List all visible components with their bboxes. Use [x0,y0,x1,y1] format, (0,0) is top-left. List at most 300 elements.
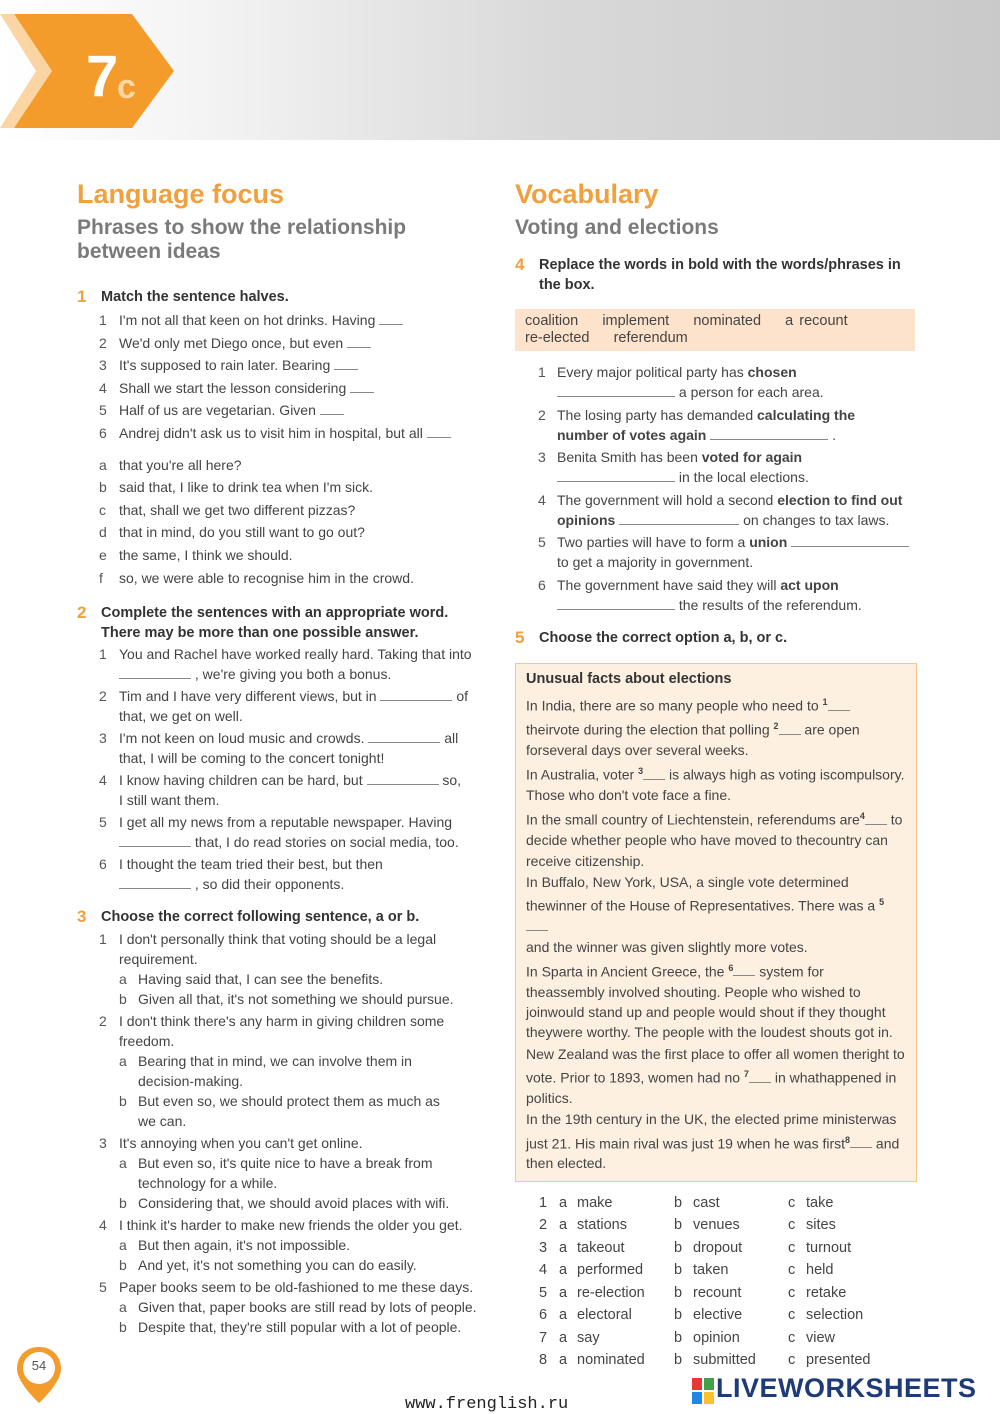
facts-body [526,692,906,1174]
item-line-1 [119,644,487,664]
option-text: Having said that, I can see the benefits. [138,971,384,988]
match-item [77,400,487,423]
fact-text: and then elected. [526,1135,900,1172]
option-number: 6 [539,1307,548,1324]
option-letter: b [674,1307,683,1324]
match-option [77,455,487,478]
gap-number: 1 [822,696,828,707]
option-text: Bearing that in mind, we can involve them in [138,1053,412,1070]
option-row [515,1217,917,1240]
option-letter: c [788,1352,796,1369]
exercise-3-instruction: 3 Choose the correct following sentence, a or b. [77,907,420,927]
choice-option-a[interactable] [119,1051,487,1091]
item-text: The government will hold a second [557,491,778,508]
choice-item [77,1277,487,1337]
fact-text: country can receive citizenship. [526,832,888,869]
option-row [515,1262,917,1285]
option-a[interactable]: stations [577,1217,627,1234]
fact-paragraph [526,761,906,805]
option-c[interactable]: retake [806,1284,847,1301]
option-text: the same, I think we should. [119,546,293,563]
option-row [515,1240,917,1263]
fact-text: In the small country of Liechtenstein, referendums are [526,812,860,829]
option-letter: a [559,1194,568,1211]
option-letter: a [99,456,107,473]
item-text: The government have said they will [557,576,781,593]
item-text: It's supposed to rain later. Bearing [119,357,331,374]
option-row [515,1307,917,1330]
option-letter: b [119,1257,127,1274]
option-letter: b [99,479,107,496]
option-row [515,1285,917,1308]
item-number: 4 [99,1217,107,1234]
option-c[interactable]: sites [806,1217,836,1234]
answer-blank[interactable] [334,358,358,370]
item-number: 3 [99,357,107,374]
fact-text: compulsory. Those who don't vote face a fine. [526,766,905,804]
item-number: 4 [538,491,546,508]
option-a[interactable]: performed [577,1262,644,1279]
unit-number: 7 [86,44,119,109]
item-text: that, I do read stories on social media, too. [191,834,459,851]
gap-number: 7 [743,1068,749,1079]
exercise-5-instruction: 5 Choose the correct option a, b, or c. [515,627,788,647]
item-line-1 [119,728,487,748]
option-text: But even so, it's quite nice to have a break from [138,1155,433,1172]
item-text: Two parties will have to form a [557,534,750,551]
answer-blank[interactable] [733,964,755,976]
item-line-1 [557,575,917,595]
option-c[interactable]: held [806,1262,834,1279]
fact-paragraph [526,1044,906,1109]
answer-blank[interactable] [367,773,439,785]
fact-paragraph [526,872,906,957]
item-text: so, [438,772,462,789]
option-number: 4 [539,1262,548,1279]
option-a[interactable]: say [577,1329,600,1346]
item-text: of [452,688,469,705]
option-b[interactable]: elective [693,1307,743,1324]
option-letter: a [559,1262,568,1279]
option-b[interactable]: recount [693,1284,742,1301]
replace-item [515,532,917,572]
completion-item [77,686,487,726]
gap-number: 8 [845,1134,851,1145]
item-text: I get all my news from a reputable newspaper. Having [119,814,453,831]
option-letter: b [674,1352,683,1369]
match-item [77,355,487,378]
item-number: 4 [99,772,107,789]
option-letter: a [119,1155,127,1172]
item-line-2: that, I will be coming to the concert tonight! [119,750,385,767]
fact-text: and the winner was given slightly more votes. [526,938,808,955]
option-letter: e [99,546,107,563]
exercise-2-instruction: 2 Complete the sentences with an appropriate word. There may be more than one possible answer. [77,603,449,642]
item-number: 2 [99,334,107,351]
item-text: Benita Smith has been [557,449,702,466]
item-number: 4 [99,379,107,396]
question-text: requirement. [119,951,198,968]
option-letter: b [119,991,127,1008]
option-letter: a [559,1307,568,1324]
option-number: 7 [539,1329,548,1346]
option-letter: c [788,1194,796,1211]
answer-blank[interactable] [380,689,452,701]
item-number: 5 [538,534,546,551]
language-focus-column [77,178,487,1339]
option-letter: c [99,501,106,518]
option-number: 5 [539,1284,548,1301]
option-letter: b [119,1319,127,1336]
gap-number: 3 [638,766,644,777]
answer-blank[interactable] [643,768,665,780]
option-letter: c [788,1262,796,1279]
item-line-2 [557,382,917,402]
choice-option-b[interactable] [119,1091,487,1131]
completion-item [77,812,487,852]
answer-blank[interactable] [526,919,548,931]
option-text: Given all that, it's not something we should pursue. [138,991,454,1008]
item-text: Every major political party has [557,364,748,380]
answer-blank[interactable] [749,1071,771,1083]
replace-item [515,490,917,530]
exercise-1-options [77,455,487,591]
item-number: 1 [538,364,546,380]
item-text: all [440,730,459,747]
exercise-5-options [515,1195,917,1375]
option-letter: b [674,1239,683,1256]
fact-text: right to vote. Prior to 1893, women had no [526,1045,905,1086]
choice-item [77,1011,487,1131]
answer-blank[interactable] [791,535,909,547]
item-text: I know having children can be hard, but [119,772,367,789]
liveworksheets-brand: LIVEWORKSHEETS [716,1373,977,1403]
item-text: Half of us are vegetarian. Given [119,402,316,419]
item-line-1 [557,532,917,552]
fact-text: is always high as voting is [665,766,831,783]
exercise-1-instruction: 1 Match the sentence halves. [77,287,289,306]
item-text: You and Rachel have worked really hard. Taking that into [119,646,472,663]
match-item [77,310,487,333]
item-text: We'd only met Diego once, but even [119,334,344,351]
choice-item [77,1215,487,1275]
completion-item [77,854,487,894]
question-text: I don't personally think that voting should be a legal [119,931,437,948]
vocabulary-column [515,178,917,1375]
option-letter: a [559,1329,568,1346]
fact-text: happened in politics. [526,1069,897,1106]
item-line-2 [557,552,917,572]
choice-option-a[interactable] [119,1297,487,1317]
option-c[interactable]: view [806,1329,836,1346]
item-line-2 [557,510,917,530]
option-text: we can. [138,1113,187,1130]
answer-blank[interactable] [119,835,191,847]
option-c[interactable]: presented [806,1352,871,1369]
item-line-1 [119,770,487,790]
item-line-2 [557,467,917,487]
answer-blank[interactable] [347,336,371,348]
item-text: , we're giving you both a bonus. [191,666,392,683]
option-letter: b [119,1093,127,1110]
answer-blank[interactable] [427,426,451,438]
item-text: , so did their opponents. [191,876,345,893]
answer-blank[interactable] [619,513,739,525]
fact-text: In the 19th century in the UK, the elected prime minister [526,1111,872,1128]
item-text: I thought the team tried their best, but then [119,856,383,873]
bold-phrase: number of votes again [557,426,711,443]
item-line-2: that, we get on well. [119,708,243,725]
option-b[interactable]: submitted [693,1352,756,1369]
match-item [77,378,487,401]
item-number: 6 [99,424,107,441]
option-number: 2 [539,1217,548,1234]
answer-blank[interactable] [320,403,344,415]
option-b[interactable]: venues [693,1217,740,1234]
option-text: that in mind, do you still want to go out? [119,524,365,541]
fact-text: their [526,721,554,738]
option-text: But even so, we should protect them as much as [138,1093,440,1110]
gap-number: 4 [859,811,865,822]
bold-phrase: opinions [557,511,620,528]
option-text: technology for a while. [138,1175,278,1192]
option-letter: c [788,1239,796,1256]
option-b[interactable]: cast [693,1194,720,1211]
fact-text: was just 21. His main rival was just 19 when he was first [526,1111,897,1152]
item-number: 1 [99,931,107,948]
choice-item [77,929,487,1009]
option-c[interactable]: turnout [806,1239,852,1256]
fact-text: In Australia, voter [526,766,639,783]
completion-item [77,770,487,810]
item-line-1 [557,362,917,382]
fact-text: assembly involved shouting. People who wished to join [526,983,861,1021]
option-number: 3 [539,1239,548,1256]
item-text: Tim and I have very different views, but in [119,688,381,705]
option-text: said that, I like to drink tea when I'm sick. [119,479,374,496]
exercise-3-items [77,929,487,1337]
bold-phrase: calculating the [757,406,856,423]
option-text: Despite that, they're still popular with a lot of people. [138,1319,462,1336]
item-line-2 [557,595,917,615]
gap-number: 5 [879,897,885,908]
page-marker-icon [14,1345,64,1405]
item-number: 2 [538,406,546,423]
option-a[interactable]: re-election [577,1284,645,1301]
choice-option-a[interactable] [119,969,487,989]
question-text: Paper books seem to be old-fashioned to me these days. [119,1279,474,1296]
question-text: It's annoying when you can't get online. [119,1135,363,1152]
fact-text: In Sparta in Ancient Greece, the [526,963,729,980]
question-text: I think it's harder to make new friends the older you get. [119,1217,463,1234]
option-text: decision-making. [138,1073,244,1090]
item-line-1 [119,854,487,874]
option-row [515,1330,917,1353]
option-number: 1 [539,1194,548,1211]
answer-blank[interactable] [368,731,440,743]
item-number: 3 [99,1135,107,1152]
match-option [77,545,487,568]
answer-blank[interactable] [850,1136,872,1148]
option-row [515,1195,917,1218]
word-box: coalition implement nominated a recount re-elected referendum [515,309,915,351]
item-text: a person for each area. [675,384,824,400]
option-letter: a [119,1237,127,1254]
item-text: the results of the referendum. [675,596,862,613]
unit-badge [0,12,180,130]
item-line-2 [119,832,487,852]
answer-blank[interactable] [557,385,675,397]
option-a[interactable]: takeout [577,1239,625,1256]
facts-title: Unusual facts about elections [526,670,732,687]
question-text: I don't think there's any harm in giving children some [119,1013,445,1030]
exercise-4-instruction: 4 Replace the words in bold with the words/phrases in the box. [515,255,901,293]
item-line-1 [557,447,917,467]
answer-blank[interactable] [828,699,850,711]
choice-option-b[interactable] [119,1193,487,1213]
replace-item [515,447,917,487]
answer-blank[interactable] [557,598,675,610]
item-line-2 [119,874,487,894]
item-text: on changes to tax laws. [739,511,890,528]
facts-box [515,663,917,1182]
choice-option-b[interactable] [119,989,487,1009]
answer-blank[interactable] [119,667,191,679]
match-item [77,423,487,446]
exercise-4-items [515,362,917,615]
item-number: 5 [99,1279,107,1296]
item-number: 1 [99,312,107,328]
fact-text: were worthy. The people with the loudest shouts got in. [552,1024,893,1041]
option-row [515,1352,917,1375]
option-letter: c [788,1217,796,1234]
item-number: 1 [99,646,107,663]
option-letter: f [99,569,103,586]
item-number: 5 [99,814,107,831]
option-text: that you're all here? [119,456,242,473]
option-text: Considering that, we should avoid places with wifi. [138,1195,450,1212]
liveworksheets-logo-icon [692,1376,716,1406]
item-line-2: I still want them. [119,792,220,809]
answer-blank[interactable] [557,470,675,482]
fact-text: several days over several weeks. [542,741,749,758]
exercise-2-items [77,644,487,894]
item-text: . [828,426,837,443]
fact-text: would stand up and people would shout if they thought they [526,1004,886,1041]
option-number: 8 [539,1352,548,1369]
option-b[interactable]: opinion [693,1329,740,1346]
option-letter: a [119,971,127,988]
replace-item [515,575,917,615]
item-text: Shall we start the lesson considering [119,379,347,396]
replace-item [515,362,917,402]
gap-number: 2 [773,720,779,731]
option-a[interactable]: electoral [577,1307,632,1324]
option-letter: a [559,1217,568,1234]
answer-blank[interactable] [119,877,191,889]
answer-blank[interactable] [350,381,374,393]
completion-item [77,644,487,684]
fact-text: In India, there are so many people who need to [526,697,823,714]
fact-text: system for the [526,963,824,1000]
vocabulary-title: Vocabulary [515,179,659,209]
option-b[interactable]: taken [693,1262,729,1279]
item-line-1 [119,812,487,832]
item-number: 2 [99,1013,107,1030]
option-b[interactable]: dropout [693,1239,743,1256]
item-text: in the local elections. [675,469,809,486]
answer-blank[interactable] [710,428,828,440]
section-title: Language focus [77,179,285,209]
choice-option-b[interactable] [119,1317,487,1337]
option-letter: b [674,1194,683,1211]
item-line-1 [557,405,917,425]
choice-option-b[interactable] [119,1255,487,1275]
option-text: that, shall we get two different pizzas? [119,501,356,518]
item-line-2 [557,425,917,445]
option-a[interactable]: make [577,1194,613,1211]
option-a[interactable]: nominated [577,1352,645,1369]
option-letter: c [788,1307,796,1324]
option-letter: b [674,1329,683,1346]
option-c[interactable]: take [806,1194,834,1211]
choice-option-a[interactable] [119,1153,487,1193]
match-option [77,477,487,500]
match-option [77,568,487,591]
item-number: 6 [538,576,546,593]
option-letter: a [119,1053,127,1070]
page-number: 54 [31,1358,47,1373]
item-text: Andrej didn't ask us to visit him in hospital, but all [119,424,423,441]
answer-blank[interactable] [379,313,403,325]
option-letter: a [559,1239,568,1256]
fact-paragraph [526,958,906,1043]
exercise-1-items [77,310,487,446]
bold-phrase: election to find out [777,491,903,508]
choice-option-a[interactable] [119,1235,487,1255]
unit-letter: c [117,68,136,106]
option-letter: b [674,1262,683,1279]
fact-text: vote during the election that polling [553,721,774,738]
item-text: The losing party has demanded [557,406,758,423]
match-option [77,500,487,523]
item-number: 6 [99,856,107,873]
option-letter: a [119,1299,127,1316]
item-number: 5 [99,402,107,419]
item-line-1 [557,490,917,510]
option-letter: c [788,1329,796,1346]
option-letter: c [788,1284,796,1301]
fact-paragraph [526,806,906,871]
fact-text: in what [770,1069,820,1086]
answer-blank[interactable] [779,723,801,735]
option-letter: d [99,524,107,541]
section-subtitle: Phrases to show the relationship between ideas [77,216,407,263]
item-number: 3 [538,449,546,466]
item-text: I'm not keen on loud music and crowds. [119,730,369,747]
answer-blank[interactable] [865,813,887,825]
option-letter: a [559,1284,568,1301]
option-text: And yet, it's not something you can do easily. [138,1257,417,1274]
gap-number: 6 [728,962,734,973]
option-c[interactable]: selection [806,1307,864,1324]
item-text: to get a majority in government. [557,554,754,571]
bold-phrase: union [749,534,788,551]
option-letter: a [559,1352,568,1369]
option-letter: b [674,1217,683,1234]
option-text: Given that, paper books are still read by lots of people. [138,1299,477,1316]
vocabulary-subtitle: Voting and elections [515,216,719,239]
